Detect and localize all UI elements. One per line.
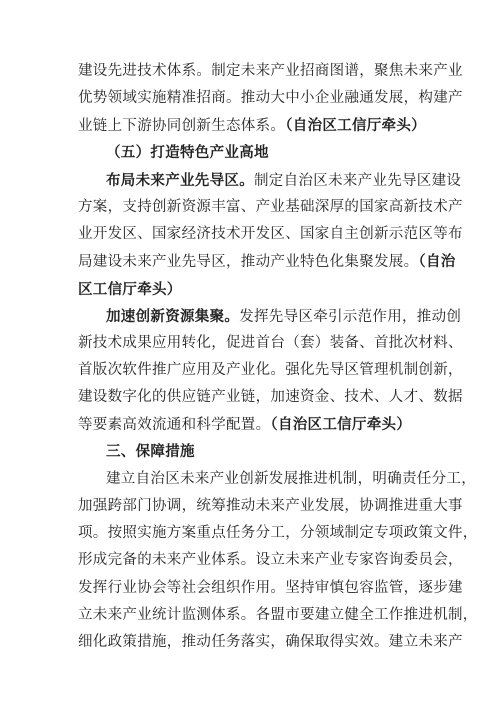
- text-line: [78, 248, 456, 275]
- section-heading: 三、保障措施: [106, 443, 195, 460]
- text-line: [78, 303, 462, 330]
- lead-department: （自治: [418, 253, 456, 271]
- text-run: 等要素高效流通和科学配置。: [78, 417, 271, 434]
- text-line: 立未来产业统计监测体系。各盟市要建立健全工作推进机制，: [78, 606, 478, 623]
- lead-department: （自治区工信厅牵头）: [285, 117, 426, 135]
- text-line: 优势领域实施精准招商。推动大中小企业融通发展，构建产: [78, 90, 463, 107]
- text-line: 首版次软件推广应用及产业化。强化先导区管理机制创新，: [78, 362, 463, 379]
- text-line: 项。按照实施方案重点任务分工，分领域制定专项政策文件，: [78, 525, 478, 542]
- text-line: 发挥行业协会等社会组织作用。坚持审慎包容监管，逐步建: [78, 579, 463, 596]
- text-run: 发挥先导区牵引示范作用，推动创: [239, 308, 462, 325]
- lead-department: （自治区工信厅牵头）: [270, 416, 412, 434]
- lead-department: 区工信厅牵头）: [78, 280, 182, 298]
- text-line: [78, 411, 428, 438]
- text-run: 业链上下游协同创新生态体系。: [78, 118, 286, 135]
- text-line: 加强跨部门协调，统筹推动未来产业发展，协调推进重大事: [78, 498, 463, 514]
- text-line: [78, 112, 428, 139]
- document-body: [78, 58, 478, 656]
- text-run: 局建设未来产业先导区，推动产业特色化集聚发展。: [78, 254, 419, 271]
- text-line: 方案，支持创新资源丰富、产业基础深厚的国家高新技术产: [78, 198, 463, 215]
- text-line: 建设先进技术体系。制定未来产业招商图谱，聚焦未来产业: [78, 63, 463, 79]
- text-line: 形成完备的未来产业体系。设立未来产业专家咨询委员会，: [78, 552, 463, 569]
- text-line: 细化政策措施，推动任务落实，确保取得实效。建立未来产: [78, 633, 463, 650]
- text-line: 建设数字化的供应链产业链，加速资金、技术、人才、数据: [78, 389, 463, 406]
- text-line: 建立自治区未来产业创新发展推进机制，明确责任分工，: [106, 470, 476, 487]
- text-line: 新技术成果应用转化，促进首台（套）装备、首批次材料、: [78, 334, 463, 351]
- subsection-heading: （五）打造特色产业高地: [106, 144, 269, 161]
- text-run: 制定自治区未来产业先导区建设: [254, 172, 462, 189]
- text-line: 业开发区、国家经济技术开发区、国家自主创新示范区等布: [78, 226, 463, 243]
- paragraph-lead: 布局未来产业先导区。: [106, 171, 254, 189]
- text-line: [78, 167, 462, 194]
- paragraph-lead: 加速创新资源集聚。: [106, 307, 240, 325]
